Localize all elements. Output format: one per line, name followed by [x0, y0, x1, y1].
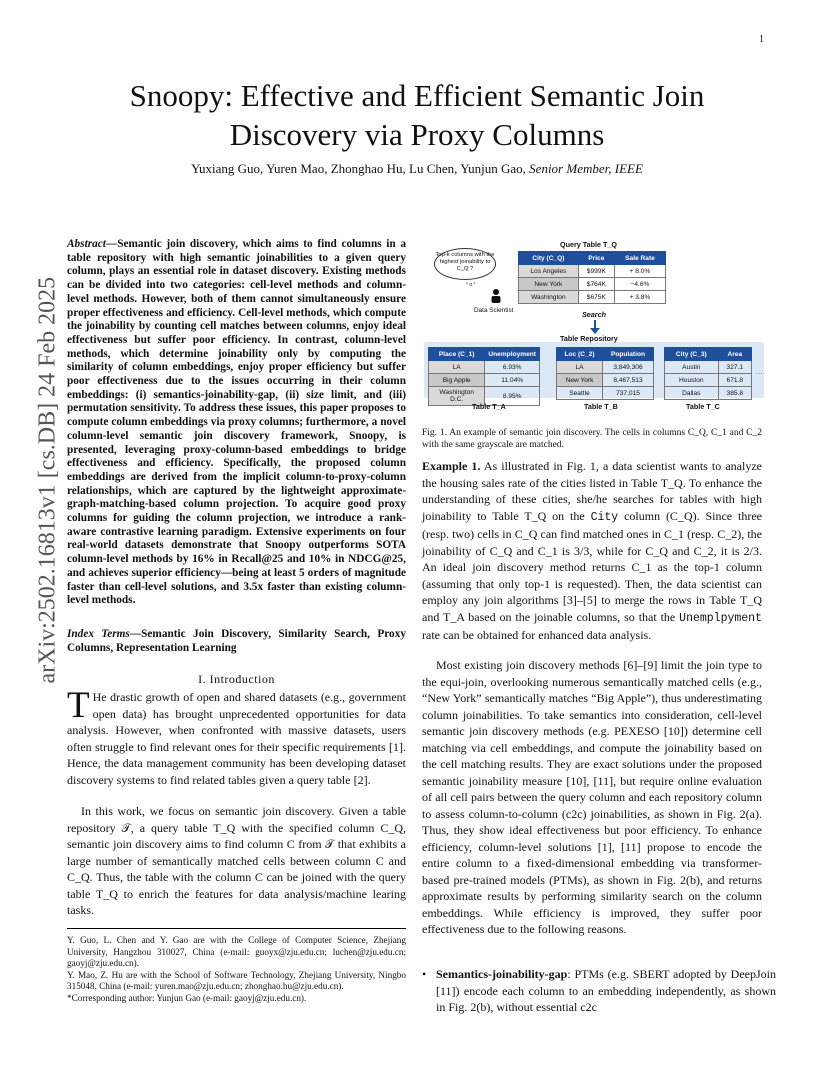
table-a-header: Unemployment [485, 348, 540, 361]
query-cell: + 3.8% [614, 291, 665, 304]
table-a-header: Place (C_1) [429, 348, 485, 361]
abstract-text: —Semantic join discovery, which aims to find columns in a table repository with high semantic joinabilities to a given query column, plays an essential role in dataset discovery. Existing methods can be divided into two categories: cell-level methods and column-level methods. However, both of them cannot simultaneously ensure proper effectiveness and efficiency. Cell-level methods, which compute the joinability by counting cell matches between columns, enjoy ideal effectiveness but suffer poor efficiency. In contrast, column-level methods, which determine joinability only by computing the similarity of column embeddings, enjoy proper efficiency but suffer poor effectiveness due to the issues occurring in their column embeddings: (i) semantics-joinability-gap, (ii) size limit, and (iii) permutation sensitivity. To address these issues, this paper proposes to compute column embeddings via proxy columns; furthermore, a novel column-level semantic join discovery framework, Snoopy, is presented, leveraging proxy-column-based embeddings to bridge effectiveness and efficiency. Specifically, the proposed column embeddings are derived from the implicit column-to-proxy-column relationships, which are captured by the lightweight approximate-graph-matching-based column projection. To acquire good proxy columns for guiding the column projection, we introduce a rank-aware contrastive learning paradigm. Extensive experiments on four real-world datasets demonstrate that Snoopy outperforms SOTA column-level methods by 16% in Recall@25 and 10% in NDCG@25, and achieves superior efficiency—being at least 5 orders of magnitude faster than cell-level solutions, and 3.5x faster than existing column-level methods. [67, 238, 406, 607]
author-membership: Senior Member, IEEE [529, 161, 643, 176]
query-cell: $764K [578, 278, 614, 291]
more-tables-ellipsis: ··· [756, 370, 763, 377]
abstract-lead: Abstract [67, 238, 106, 250]
query-cell: + 8.0% [614, 265, 665, 278]
example-text-b: column (C_Q). Since three (resp. two) cells in C_Q can find matched ones in C_1 (resp. C_2), the joinability of C_Q and C_1 is 3/3, while for C_Q and C_2, it is 2/3. An ideal join discovery method returns C_1 as the top-1 column (assuming that only top-1 is requested). Then, the data scientist can employ any join algorithms [3]–[5] to merge the rows in Table T_Q and T_A based on the joinable columns, so that the [422, 508, 762, 624]
table-b-cell: 8,467,513 [602, 374, 653, 387]
page-number: 1 [759, 34, 764, 45]
footnote-corresponding: *Corresponding author: Yunjun Gao (e-mail: gaoyj@zju.edu.cn). [67, 992, 307, 1003]
related-work-paragraph: Most existing join discovery methods [6]–[9] limit the join type to the equi-join, overlooking numerous semantically matched cells (e.g., “New York” semantically matches “Big Apple”), thus underestimating column joinabilities. To take semantics into consideration, cell-level semantic join discovery methods (e.g. PEXESO [10]) determine cell matching via cell embeddings, and compute the joinability based on the cell matching results. They are exact solutions under the proposed semantic joinability measure [10], [11], but require online evaluation of all cell pairs between the query column and each repository column to assess column-to-column (c2c) joinabilities, as shown in Fig. 2(a). Thus, they show ideal effectiveness but poor efficiency. To enhance efficiency, column-level solutions [1], [11] propose to encode the entire column to a fixed-dimensional embedding via transformer-based pre-trained models (PTMs), as shown in Fig. 2(b), and returns approximate results by performing similarity search on the column embeddings. While efficiency is improved, they suffer poor effectiveness due to the following reasons. [422, 658, 762, 936]
table-a-cell: Big Apple [429, 374, 485, 387]
query-header: Price [578, 252, 614, 265]
table-c-cell: Austin [665, 361, 719, 374]
thought-bubble: Top-k columns with the highest joinability to C_Q ? [434, 248, 496, 280]
query-cell: −4.6% [614, 278, 665, 291]
example-label: Example 1. [422, 459, 481, 473]
figure-caption: Fig. 1. An example of semantic join discovery. The cells in columns C_Q, C_1 and C_2 with the same grayscale are matched. [422, 428, 762, 450]
index-terms-text: —Semantic Join Discovery, Similarity Search, Proxy Columns, Representation Learning [67, 628, 406, 654]
query-table-title: Query Table T_Q [560, 240, 617, 249]
search-label: Search [582, 310, 606, 319]
table-b [556, 347, 654, 400]
abstract [67, 238, 406, 608]
query-cell: $999K [578, 265, 614, 278]
table-c-cell: 385.8 [718, 387, 751, 400]
query-cell: Washington [519, 291, 579, 304]
table-c-header: City (C_3) [665, 348, 719, 361]
person-icon [490, 288, 502, 304]
table-a-label: Table T_A [472, 402, 506, 411]
bullet-text: : PTMs (e.g. SBERT adopted by DeepJoin [11]) encode each column to an embedding independently, as shown in Fig. 2(b), without essential c2c [436, 967, 776, 1014]
figure-1 [422, 238, 768, 416]
query-header: Sale Rate [614, 252, 665, 265]
table-a [428, 347, 540, 406]
table-b-cell: New York [557, 374, 603, 387]
drop-cap: T [67, 685, 90, 726]
footnote-affiliation-2: Y. Mao, Z. Hu are with the School of Software Technology, Zhejiang University, Ningbo 315048, China (e-mail: yuren.mao@zju.edu.cn; zhonghao.hu@zju.edu.cn). [67, 969, 406, 992]
table-a-cell: LA [429, 361, 485, 374]
table-b-header: Population [602, 348, 653, 361]
index-terms [67, 628, 406, 656]
footnote-affiliation-1: Y. Guo, L. Chen and Y. Gao are with the College of Computer Science, Zhejiang University, Hangzhou 310027, China (e-mail: guoyx@zju.edu.cn; luchen@zju.edu.cn; gaoyj@zju.edu.cn). [67, 935, 406, 969]
paper-title: Snoopy: Effective and Efficient Semantic Join Discovery via Proxy Columns [129, 78, 705, 152]
query-cell: $675K [578, 291, 614, 304]
query-table [518, 251, 666, 304]
intro-text-1: He drastic growth of open and shared datasets (e.g., government open data) has brought unprecedented opportunities for data analysis. However, when confronted with massive datasets, users often struggle to find relevant ones for their specific requirements [1]. Hence, the data management community has been developing dataset discovery systems to find related tables given a query table [2]. [67, 690, 406, 787]
data-scientist-label: Data Scientist [474, 307, 514, 314]
table-a-cell: 11.04% [485, 374, 540, 387]
search-arrow-icon [590, 320, 600, 334]
table-a-cell: Washington D.C. [429, 387, 485, 406]
section-heading: I. Introduction [198, 672, 275, 686]
index-terms-lead: Index Terms [67, 628, 130, 640]
table-b-cell: 737,015 [602, 387, 653, 400]
table-c-label: Table T_C [686, 402, 720, 411]
query-cell: New York [519, 278, 579, 291]
table-c-header: Area [718, 348, 751, 361]
example-paragraph [422, 458, 762, 644]
query-header: City (C_Q) [519, 252, 579, 265]
table-c [664, 347, 752, 400]
repository-title: Table Repository [560, 334, 618, 343]
intro-paragraph-2: In this work, we focus on semantic join discovery. Given a table repository 𝒯, a query table T_Q with the specified column C_Q, semantic join discovery aims to find column C from 𝒯 that exhibits a large number of semantically matched cells between column C and C_Q. Thus, the table with the column C can be joined with the query table T_Q to enrich the features for data analysis/machine learing tasks. [67, 804, 406, 917]
example-text-a: As illustrated in Fig. 1, a data scientist wants to analyze the housing sales rate of the cities listed in Table T_Q. To enhance the understanding of these cities, she/he searches for tables with high joinability to Table T_Q on the [422, 459, 762, 523]
example-code-unemployment: Unemplpyment [679, 611, 762, 625]
table-b-cell: Seattle [557, 387, 603, 400]
table-b-label: Table T_B [584, 402, 618, 411]
bullet-item [422, 966, 776, 1016]
table-c-cell: Houston [665, 374, 719, 387]
bullet-lead: Semantics-joinability-gap [436, 967, 568, 981]
table-c-cell: 671.8 [718, 374, 751, 387]
table-b-cell: LA [557, 361, 603, 374]
intro-paragraph-1 [67, 685, 406, 788]
table-c-cell: 327.1 [718, 361, 751, 374]
arxiv-stamp: arXiv:2502.16813v1 [cs.DB] 24 Feb 2025 [34, 276, 61, 684]
footnote-rule [67, 928, 406, 929]
query-cell: Los Angeles [519, 265, 579, 278]
example-code-city: City [590, 510, 619, 524]
table-b-header: Loc (C_2) [557, 348, 603, 361]
footnotes [67, 935, 406, 1005]
bubble-dots: ° o ° [466, 282, 476, 288]
author-list [90, 161, 744, 177]
table-c-cell: Dallas [665, 387, 719, 400]
example-text-c: rate can be obtained for enhanced data analysis. [422, 628, 652, 642]
table-b-cell: 3,849,306 [602, 361, 653, 374]
authors: Yuxiang Guo, Yuren Mao, Zhonghao Hu, Lu Chen, Yunjun Gao, [191, 161, 526, 176]
table-a-cell: 6.93% [485, 361, 540, 374]
table-a-cell: 8.95% [485, 387, 540, 406]
